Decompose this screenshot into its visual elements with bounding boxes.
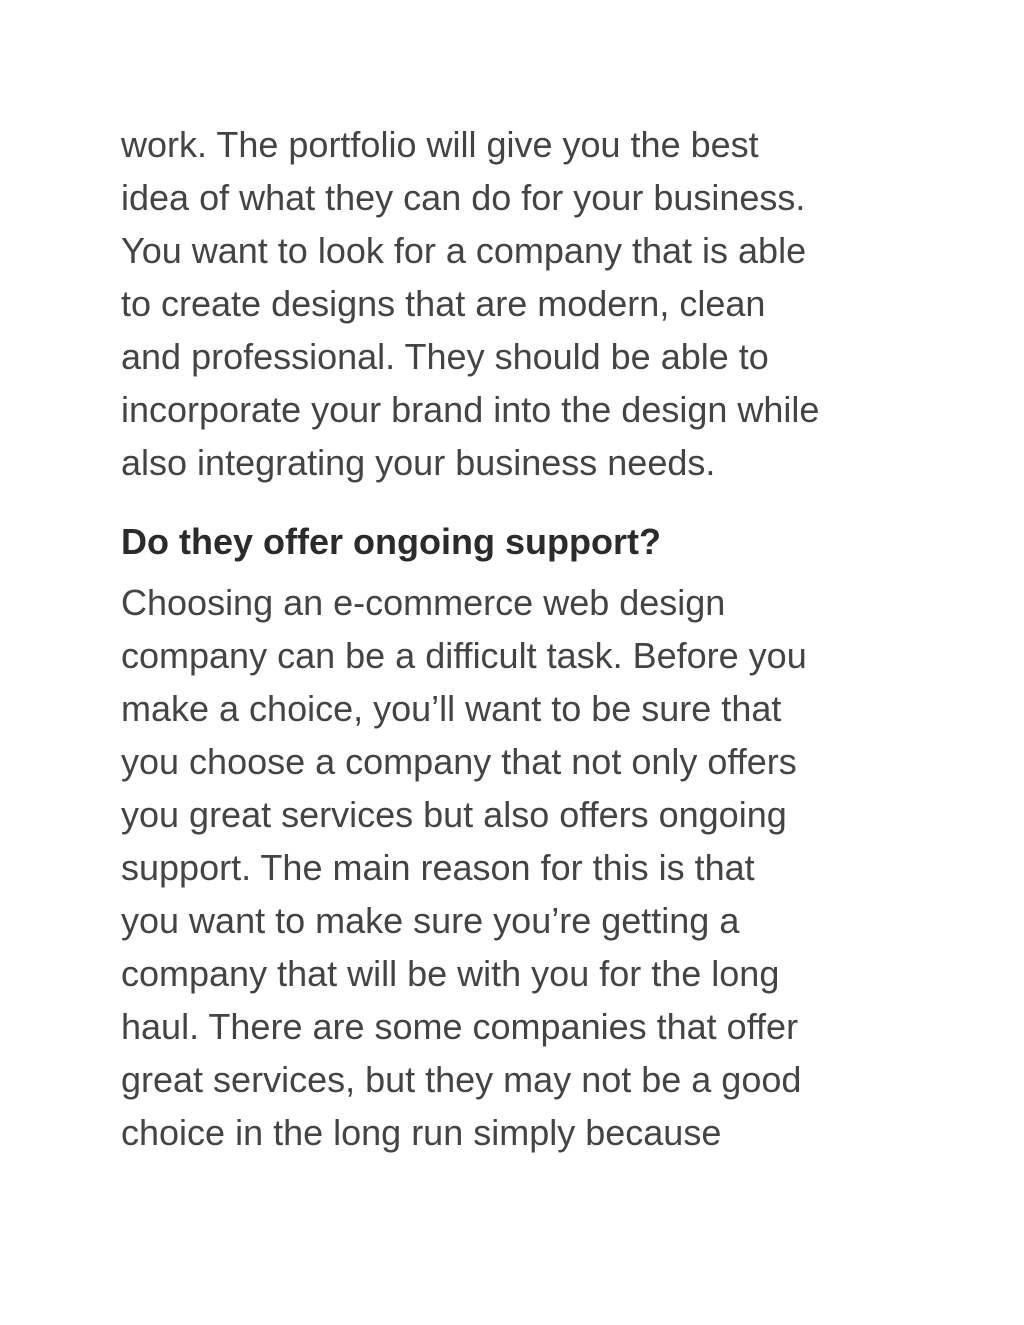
paragraph-line: company can be a difficult task. Before you <box>121 635 807 676</box>
paragraph-line: and professional. They should be able to <box>121 336 769 377</box>
paragraph-line: great services, but they may not be a good <box>121 1059 802 1100</box>
paragraph-line: you choose a company that not only offers <box>121 741 797 782</box>
paragraph-line: you want to make sure you’re getting a <box>121 900 740 941</box>
paragraph-line: make a choice, you’ll want to be sure that <box>121 688 782 729</box>
document-page <box>121 118 921 1159</box>
paragraph-portfolio <box>121 118 921 489</box>
paragraph-line: to create designs that are modern, clean <box>121 283 766 324</box>
paragraph-line: you great services but also offers ongoing <box>121 794 787 835</box>
paragraph-line: also integrating your business needs. <box>121 442 716 483</box>
paragraph-line: You want to look for a company that is able <box>121 230 807 271</box>
paragraph-ongoing-support <box>121 576 921 1159</box>
paragraph-line: support. The main reason for this is that <box>121 847 755 888</box>
paragraph-line: idea of what they can do for your business. <box>121 177 806 218</box>
section-heading: Do they offer ongoing support? <box>121 521 661 562</box>
paragraph-line: incorporate your brand into the design while <box>121 389 820 430</box>
paragraph-line: work. The portfolio will give you the best <box>121 124 759 165</box>
paragraph-line: haul. There are some companies that offer <box>121 1006 799 1047</box>
paragraph-line: choice in the long run simply because <box>121 1112 722 1153</box>
paragraph-line: Choosing an e-commerce web design <box>121 582 726 623</box>
paragraph-line: company that will be with you for the long <box>121 953 780 994</box>
